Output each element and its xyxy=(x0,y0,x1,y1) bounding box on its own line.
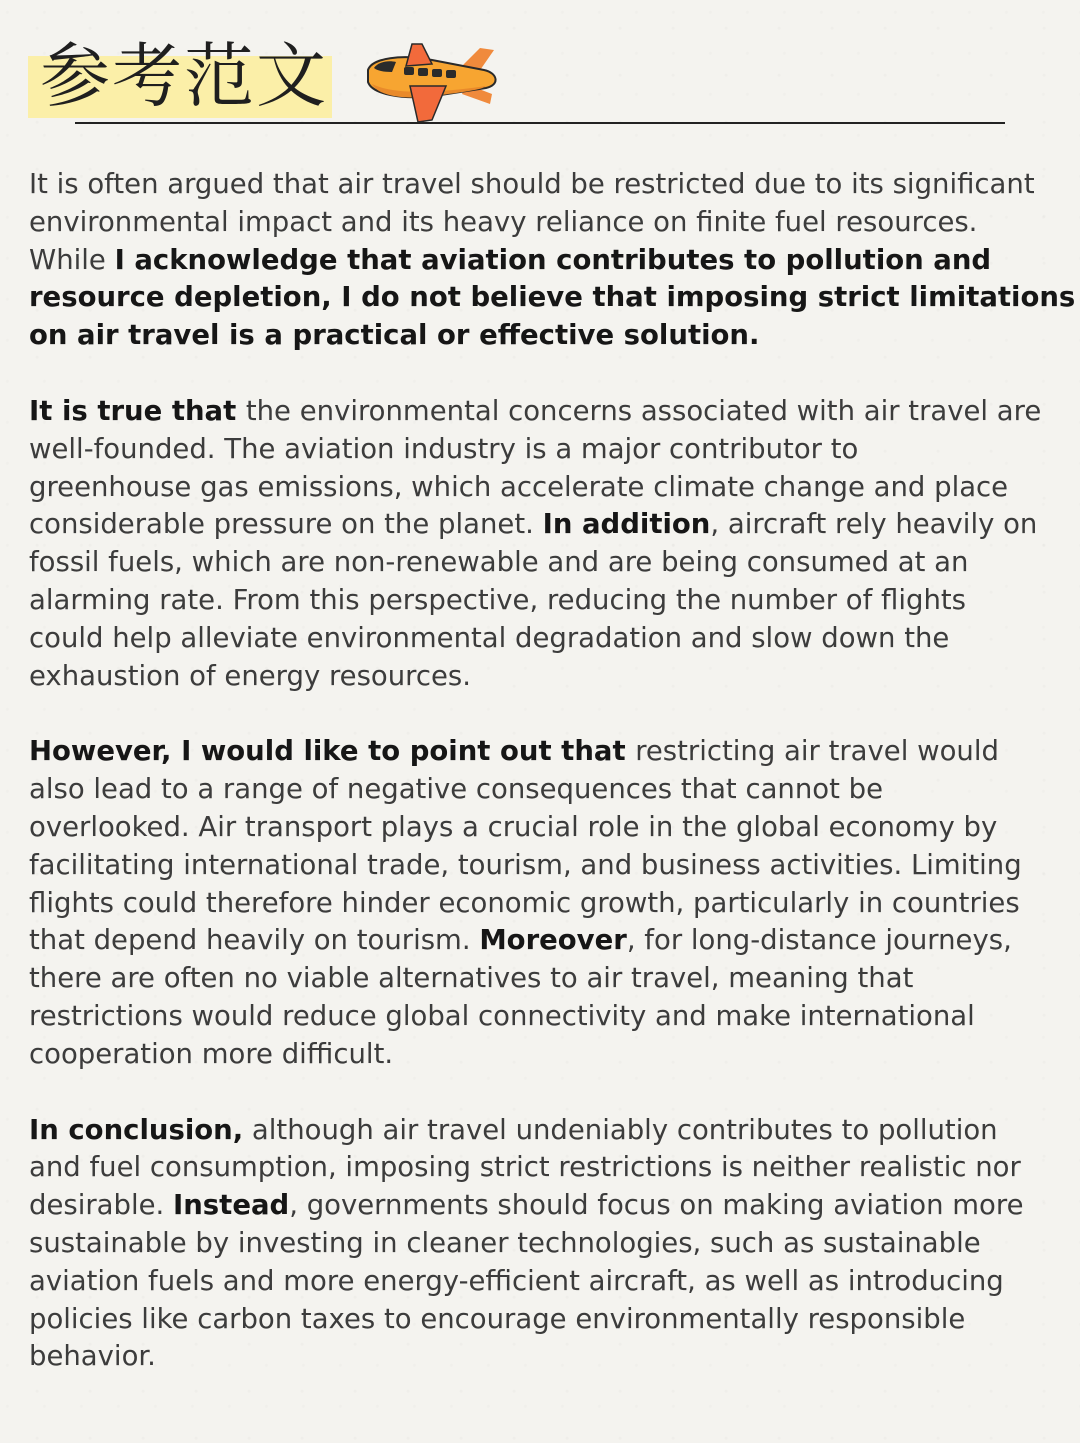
emphasis-text: In conclusion, xyxy=(29,1113,244,1146)
essay-line xyxy=(29,1263,1049,1301)
body-text: could help alleviate environmental degradation and slow down the xyxy=(29,621,950,654)
essay-line xyxy=(29,809,1049,847)
essay-line xyxy=(29,620,1049,658)
essay-line xyxy=(29,1149,1049,1187)
body-text: the environmental concerns associated with air travel are xyxy=(245,394,1042,427)
emphasis-text: Moreover xyxy=(479,924,627,957)
body-text: although air travel undeniably contributes to pollution xyxy=(243,1113,998,1146)
emphasis-text: It is true that xyxy=(29,394,246,427)
body-text: desirable. xyxy=(29,1189,173,1222)
essay-line xyxy=(29,998,1049,1036)
body-text: , for long-distance journeys, xyxy=(626,924,1012,957)
body-text: considerable pressure on the planet. xyxy=(29,508,543,541)
essay-paragraph xyxy=(29,1112,1049,1377)
body-text: overlooked. Air transport plays a crucial role in the global economy by xyxy=(29,810,998,843)
essay-line xyxy=(29,1338,1049,1376)
header xyxy=(28,34,1008,126)
body-text: sustainable by investing in cleaner technologies, such as sustainable xyxy=(29,1226,981,1259)
essay-line xyxy=(29,582,1049,620)
body-text: policies like carbon taxes to encourage environmentally responsible xyxy=(29,1302,966,1335)
emphasis-text: I acknowledge that aviation contributes to pollution and xyxy=(114,243,992,276)
body-text: It is often argued that air travel should be restricted due to its significant xyxy=(29,168,1035,200)
essay-line xyxy=(29,166,1049,204)
emphasis-text: However, I would like to point out that xyxy=(29,735,636,768)
body-text: , aircraft rely heavily on xyxy=(710,508,1038,541)
body-text: facilitating international trade, tourism, and business activities. Limiting xyxy=(29,848,1022,881)
essay-line xyxy=(29,279,1076,317)
body-text: exhaustion of energy resources. xyxy=(29,659,471,692)
airplane-icon xyxy=(362,40,504,124)
essay-line xyxy=(29,960,1049,998)
body-text: fossil fuels, which are non-renewable and are being consumed at an xyxy=(29,546,969,579)
essay-paragraph xyxy=(29,393,1049,695)
essay-paragraph xyxy=(29,166,1076,355)
essay-paragraph xyxy=(29,733,1049,1073)
emphasis-text: In addition xyxy=(542,508,711,541)
body-text: environmental impact and its heavy reliance on finite fuel resources. xyxy=(29,205,978,238)
essay-line xyxy=(29,1301,1049,1339)
essay-line xyxy=(29,242,1049,280)
body-text: behavior. xyxy=(29,1340,156,1373)
body-text: that depend heavily on tourism. xyxy=(29,924,480,957)
body-text: restricting air travel would xyxy=(635,735,999,768)
header-divider xyxy=(75,122,1005,124)
emphasis-text: Instead xyxy=(173,1189,290,1222)
body-text: While xyxy=(29,243,115,276)
page-title: 参考范文 xyxy=(40,35,328,117)
essay-line xyxy=(29,544,1049,582)
body-text: flights could therefore hinder economic growth, particularly in countries xyxy=(29,886,1020,919)
essay-line xyxy=(29,885,1049,923)
essay-line xyxy=(29,393,1049,431)
body-text: greenhouse gas emissions, which accelerate climate change and place xyxy=(29,470,1009,503)
essay-line xyxy=(29,922,1049,960)
essay-line xyxy=(29,847,1049,885)
essay-line xyxy=(29,1225,1049,1263)
body-text: and fuel consumption, imposing strict restrictions is neither realistic nor xyxy=(29,1151,1021,1184)
body-text: aviation fuels and more energy-efficient aircraft, as well as introducing xyxy=(29,1264,1004,1297)
body-text: there are often no viable alternatives to air travel, meaning that xyxy=(29,962,914,995)
essay-line xyxy=(29,204,1049,242)
emphasis-text: resource depletion, I do not believe that imposing strict limitations xyxy=(29,281,1076,314)
essay-line xyxy=(29,506,1049,544)
body-text: restrictions would reduce global connectivity and make international xyxy=(29,999,975,1032)
body-text: , governments should focus on making aviation more xyxy=(289,1189,1024,1222)
body-text: well-founded. The aviation industry is a major contributor to xyxy=(29,432,859,465)
emphasis-text: on air travel is a practical or effective solution. xyxy=(29,319,760,352)
essay-line xyxy=(29,771,1049,809)
essay-line xyxy=(29,431,1049,469)
essay-line xyxy=(29,1112,1049,1150)
body-text: alarming rate. From this perspective, reducing the number of flights xyxy=(29,583,967,616)
body-text: also lead to a range of negative consequences that cannot be xyxy=(29,773,884,806)
essay-body xyxy=(29,166,1076,1414)
essay-line xyxy=(29,469,1049,507)
essay-line xyxy=(29,1036,1049,1074)
essay-line xyxy=(29,317,1049,355)
essay-line xyxy=(29,733,1049,771)
essay-line xyxy=(29,658,1049,696)
body-text: cooperation more difficult. xyxy=(29,1037,394,1070)
essay-line xyxy=(29,1187,1049,1225)
